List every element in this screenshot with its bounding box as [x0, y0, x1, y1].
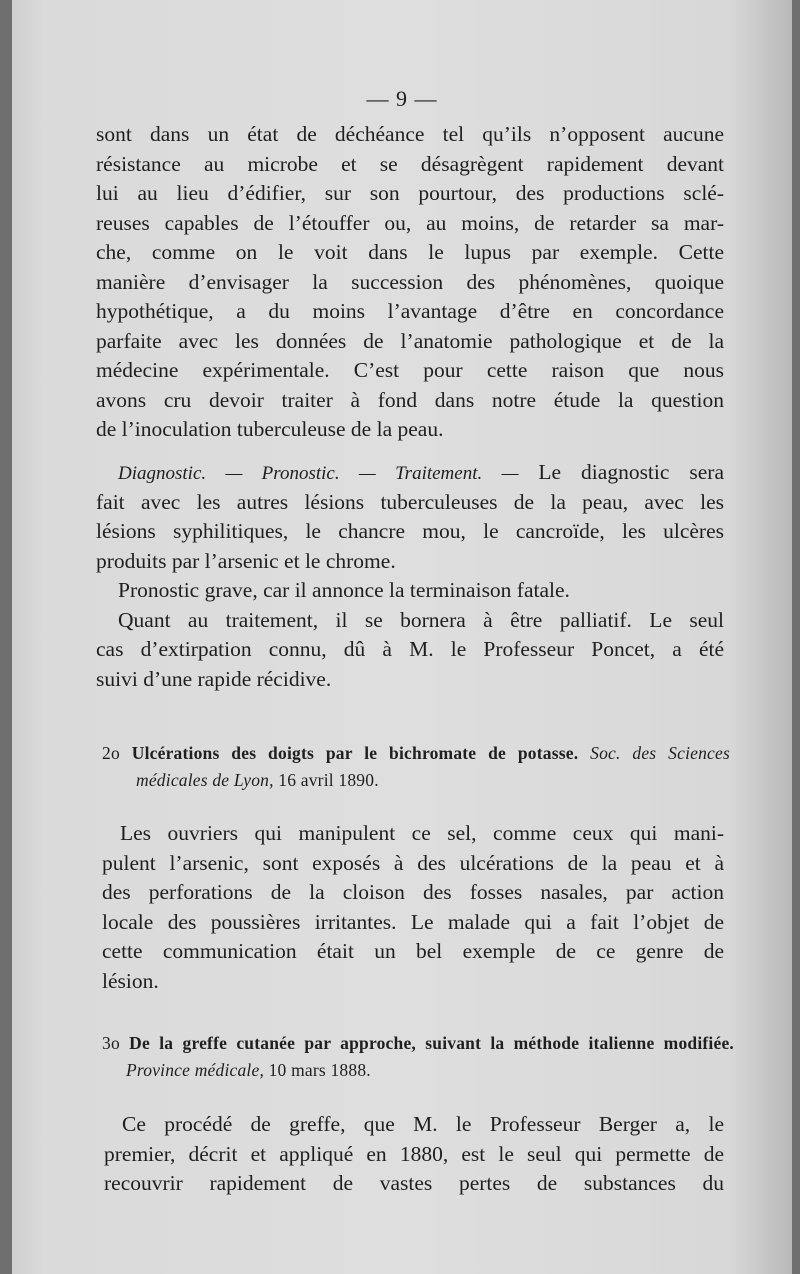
text-line: des perforations de la cloison des fosses nasales, par action — [102, 880, 724, 904]
reference-date: 16 avril 1890. — [273, 770, 379, 790]
text-line: suivi d’une rapide récidive. — [96, 666, 332, 691]
text-line: manière d’envisager la succession des phénomènes, quoique — [96, 269, 724, 294]
reference-source: Soc. des Sciences — [578, 743, 730, 763]
paragraph-1 — [96, 120, 724, 445]
paragraph-3 — [102, 819, 724, 996]
text-line: pulent l’arsenic, sont exposés à des ulcérations de la peau et à — [102, 850, 724, 875]
reference-2-line-1 — [102, 740, 730, 767]
reference-3 — [102, 1030, 734, 1084]
text-line: recouvrir rapidement de vastes pertes de substances du — [104, 1171, 724, 1195]
reference-3-line-2 — [102, 1057, 734, 1084]
text-line: sont dans un état de déchéance tel qu’ils n’opposent aucune — [96, 122, 724, 146]
diagnostic-text: Le diagnostic sera — [518, 460, 724, 484]
text-line: locale des poussières irritantes. Le malade qui a fait l’objet de — [102, 909, 724, 934]
reference-2-line-2 — [102, 767, 730, 794]
reference-date: 10 mars 1888. — [264, 1060, 371, 1080]
text-line: parfaite avec les données de l’anatomie pathologique et de la — [96, 328, 724, 353]
text-line: médecine expérimentale. C’est pour cette raison que nous — [96, 358, 724, 382]
reference-number: 3o — [102, 1033, 120, 1053]
text-line: premier, décrit et appliqué en 1880, est le seul qui permette de — [104, 1141, 724, 1166]
text-line: lésions syphilitiques, le chancre mou, le cancroïde, les ulcères — [96, 519, 724, 543]
text-line: Ce procédé de greffe, que M. le Professeur Berger a, le — [122, 1112, 724, 1136]
page-number: — 9 — — [366, 86, 438, 111]
book-page — [12, 0, 792, 1274]
text-line: Les ouvriers qui manipulent ce sel, comme ceux qui mani- — [120, 821, 724, 845]
text-line: avons cru devoir traiter à fond dans notre étude la question — [96, 387, 724, 412]
diagnostic-first-line — [96, 458, 724, 488]
reference-3-line-1 — [102, 1030, 734, 1057]
text-line: che, comme on le voit dans le lupus par exemple. Cette — [96, 240, 724, 264]
text-line: de l’inoculation tuberculeuse de la peau. — [96, 417, 444, 441]
diagnostic-heading: Diagnostic. — Pronostic. — Traitement. — — [118, 463, 519, 484]
text-line: cette communication était un bel exemple de ce genre de — [102, 939, 724, 963]
reference-source-cont: médicales de Lyon, — [136, 770, 274, 790]
reference-number: 2o — [102, 743, 120, 763]
reference-title: Ulcérations des doigts par le bichromate de potasse. — [119, 743, 579, 763]
text-line: fait avec les autres lésions tuberculeuses de la peau, avec les — [96, 489, 724, 514]
text-line: reuses capables de l’étouffer ou, au moins, de retarder sa mar- — [96, 210, 724, 235]
text-line: lésion. — [102, 968, 159, 993]
text-line: cas d’extirpation connu, dû à M. le Professeur Poncet, a été — [96, 637, 724, 661]
reference-source: Province médicale, — [126, 1060, 265, 1080]
reference-2 — [102, 740, 730, 794]
text-line: hypothétique, a du moins l’avantage d’être en concordance — [96, 299, 724, 323]
diagnostic-section — [96, 458, 724, 694]
text-line: résistance au microbe et se désagrègent rapidement devant — [96, 151, 724, 176]
text-line: lui au lieu d’édifier, sur son pourtour, des productions sclé- — [96, 181, 724, 205]
text-line: produits par l’arsenic et le chrome. — [96, 548, 396, 573]
pronostic-line: Pronostic grave, car il annonce la terminaison fatale. — [118, 578, 570, 602]
text-line: Quant au traitement, il se bornera à être palliatif. Le seul — [118, 607, 724, 632]
paragraph-4 — [104, 1110, 724, 1199]
reference-title: De la greffe cutanée par approche, suivant la méthode italienne modifiée. — [119, 1033, 734, 1053]
